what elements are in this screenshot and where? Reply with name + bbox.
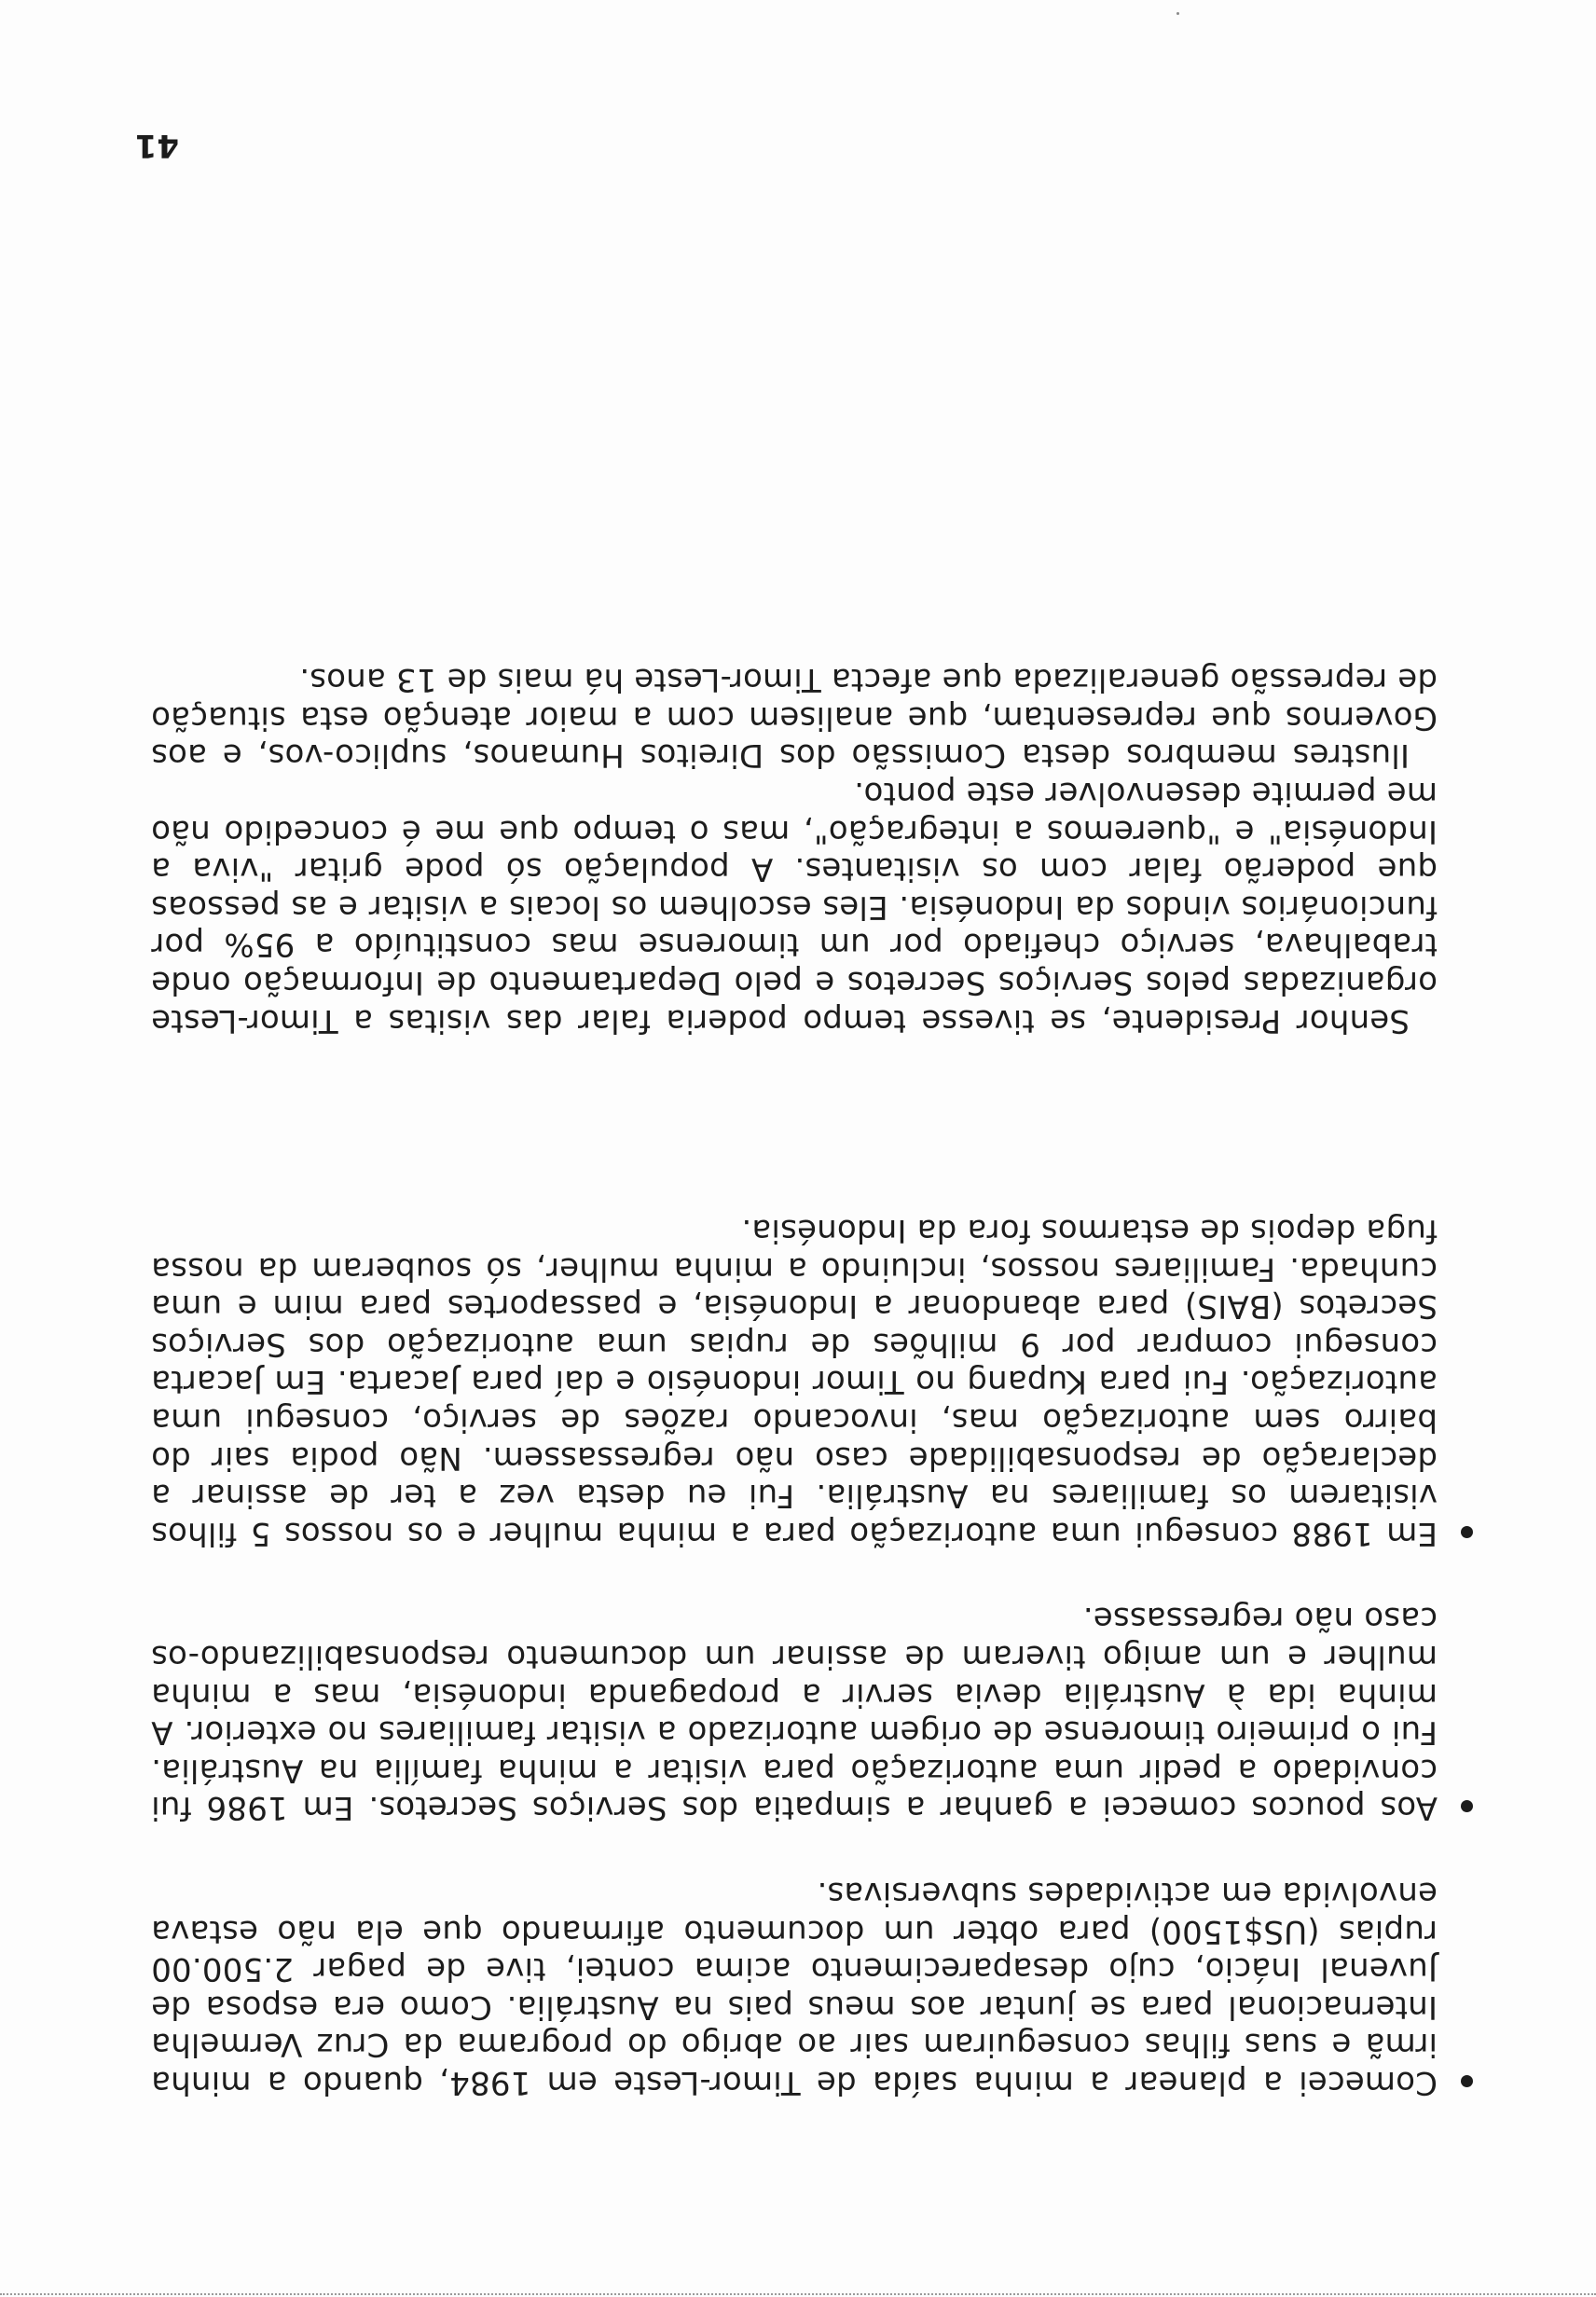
paragraph-text: Aos poucos comecei a ganhar a simpatia dos Serviços Secretos. Em 1986 fui convidado a pedir uma autorização para visitar a minha família na Austrália. Fui o primeiro timorense de origem autorizado a visitar familiares no exterior. A minha ida à Austrália devia servir a propaganda indonésia, mas a minha mulher e um amigo tiveram de assinar um documento responsabilizando-os caso não regressasse. (151, 1600, 1438, 1827)
paragraph-text: Ilustres membros desta Comissão dos Direitos Humanos, suplico-vos, e aos Governos que representam, que analisem com a maior atenção esta situação de repressão generalizada que afecta Timor-Leste há mais de 13 anos. (151, 661, 1438, 775)
paragraph-closing (151, 661, 1438, 775)
bullet-icon (1461, 1526, 1473, 1538)
scan-edge-dotted-line (0, 2290, 1596, 2295)
bullet-icon (1461, 2075, 1473, 2087)
page-number: 41 (134, 127, 179, 164)
document-body (151, 661, 1438, 2101)
bullet-paragraph-3 (151, 1212, 1438, 1552)
paragraph-president (151, 774, 1438, 1038)
scan-speck (1176, 12, 1179, 15)
bullet-paragraph-1 (151, 1874, 1438, 2101)
bullet-paragraph-2 (151, 1600, 1438, 1827)
paragraph-text: Senhor Presidente, se tivesse tempo poderia falar das visitas a Timor-Leste organizadas pelos Serviços Secretos e pelo Departamento de Informação onde trabalhava, serviço chefiado por um timorense mas constituído a 95% por funcionários vindos da Indonésia. Eles escolhem os locais a visitar e as pessoas que poderão falar com os visitantes. A população só pode gritar "viva a Indonésia" e "queremos a integração", mas o tempo que me é concedido não me permite desenvolver este ponto. (151, 774, 1438, 1039)
bullet-icon (1461, 1800, 1473, 1812)
paragraph-text: Em 1988 consegui uma autorização para a minha mulher e os nossos 5 filhos visitarem os familiares na Austrália. Fui eu desta vez a ter de assinar a declaração de responsabilidade caso não regressassem. Não podia sair do bairro sem autorização mas, invocando razões de serviço, consegui uma autorização. Fui para Kupang no Timor indonésio e daí para Jacarta. Em Jacarta consegui comprar por 9 milhões de rupias uma autorização dos Serviços Secretos (BAIS) para abandonar a Indonésia, e passaportes para mim e uma cunhada. Familiares nossos, incluindo a minha mulher, só souberam da nossa fuga depois de estarmos fora da Indonésia. (151, 1212, 1438, 1552)
paragraph-text: Comecei a planear a minha saída de Timor-Leste em 1984, quando a minha irmã e suas filhas conseguiram sair ao abrigo do programa da Cruz Vermelha Internacional para se juntar aos meus pais na Austrália. Como era esposa de Juvenal Inácio, cujo desaparecimento acima contei, tive de pagar 2.500.00 rupias (US$1500) para obter um documento afirmando que ela não estava envolvida em actividades subversivas. (151, 1875, 1438, 2101)
